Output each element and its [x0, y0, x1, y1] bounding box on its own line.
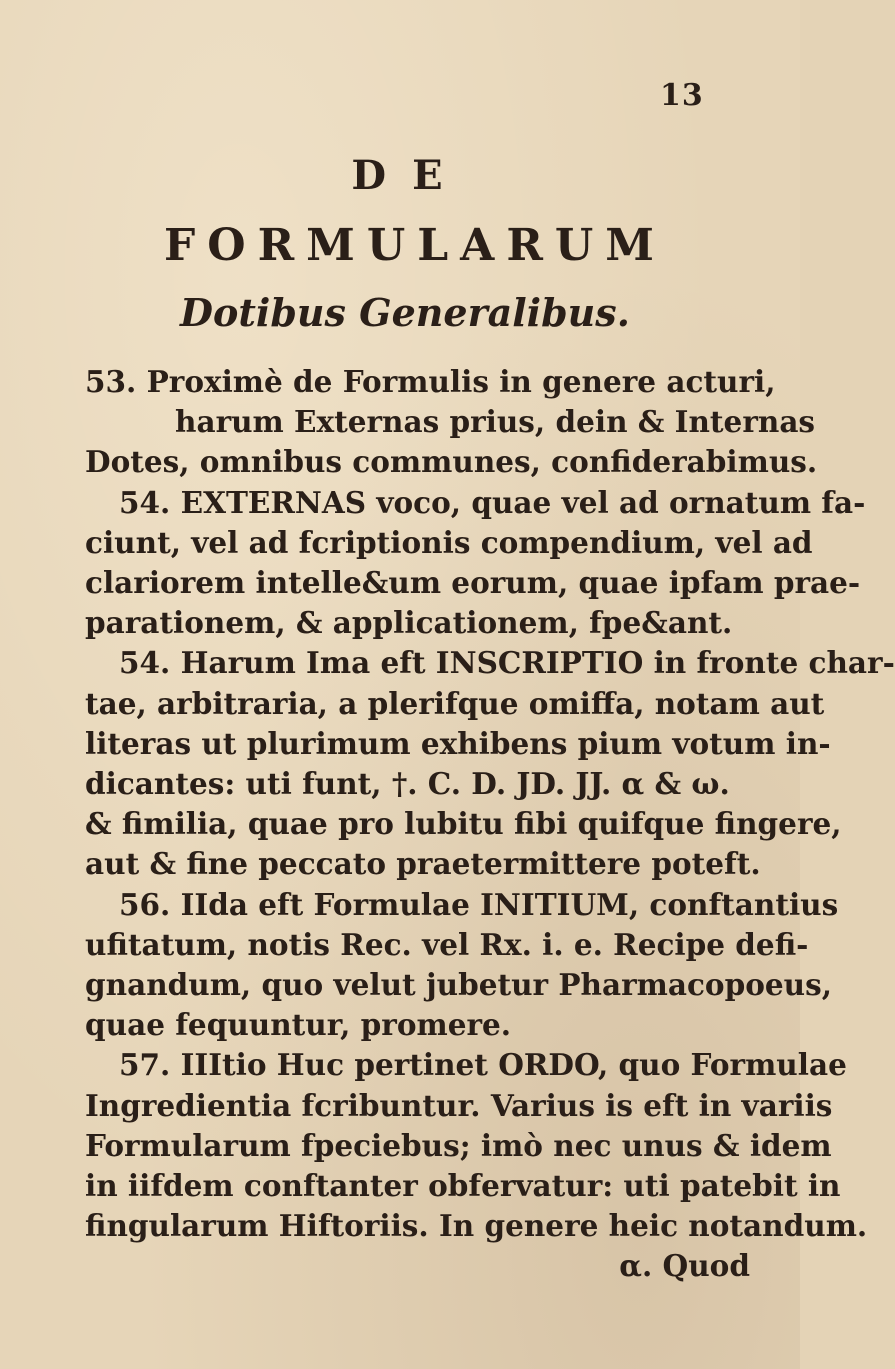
heading-subtitle: Dotibus Generalibus. — [180, 290, 630, 335]
text-line: ciunt, vel ad fcriptionis compendium, vel ad — [85, 524, 813, 560]
text-line: aut & fine peccato praetermittere poteft. — [85, 846, 761, 882]
text-line: Ingredientia fcribuntur. Varius is eft in variis — [85, 1087, 833, 1123]
text-line: 56. IIda eft Formulae INITIUM, conftantius — [119, 886, 839, 922]
catchword: α. Quod — [619, 1248, 750, 1284]
text-line: & fimilia, quae pro lubitu fibi quifque fingere, — [85, 806, 842, 842]
text-line: ufitatum, notis Rec. vel Rx. i. e. Recipe defi- — [85, 926, 809, 962]
text-line: fingularum Hiftoriis. In genere heic notandum. — [85, 1208, 868, 1244]
heading-formularum: FORMULARUM — [164, 220, 666, 271]
text-line: clariorem intelle&um eorum, quae ipfam prae- — [85, 565, 861, 601]
text-line: 54. EXTERNAS voco, quae vel ad ornatum fa- — [119, 484, 866, 520]
text-line: harum Externas prius, dein & Internas — [175, 404, 816, 440]
heading-de: DE — [351, 152, 469, 199]
text-line: dicantes: uti funt, †. C. D. JD. JJ. α & ω. — [85, 766, 730, 802]
text-line: in iifdem conftanter obfervatur: uti patebit in — [85, 1168, 841, 1204]
text-line: parationem, & applicationem, fpe&ant. — [85, 605, 733, 641]
text-line: literas ut plurimum exhibens pium votum in- — [85, 725, 831, 761]
page-number: 13 — [660, 78, 704, 113]
text-line: 54. Harum Ima eft INSCRIPTIO in fronte char- — [119, 645, 895, 681]
text-line: Dotes, omnibus communes, confiderabimus. — [85, 444, 818, 480]
text-line: Formularum fpeciebus; imò nec unus & idem — [85, 1127, 832, 1163]
text-line: tae, arbitraria, a plerifque omiffa, notam aut — [85, 685, 825, 721]
body-text — [85, 362, 895, 1287]
text-line: 53. Proximè de Formulis in genere acturi, — [85, 364, 776, 399]
text-line: 57. IIItio Huc pertinet ORDO, quo Formulae — [119, 1047, 847, 1083]
text-line: gnandum, quo velut jubetur Pharmacopoeus, — [85, 967, 833, 1003]
text-line: quae fequuntur, promere. — [85, 1007, 512, 1043]
